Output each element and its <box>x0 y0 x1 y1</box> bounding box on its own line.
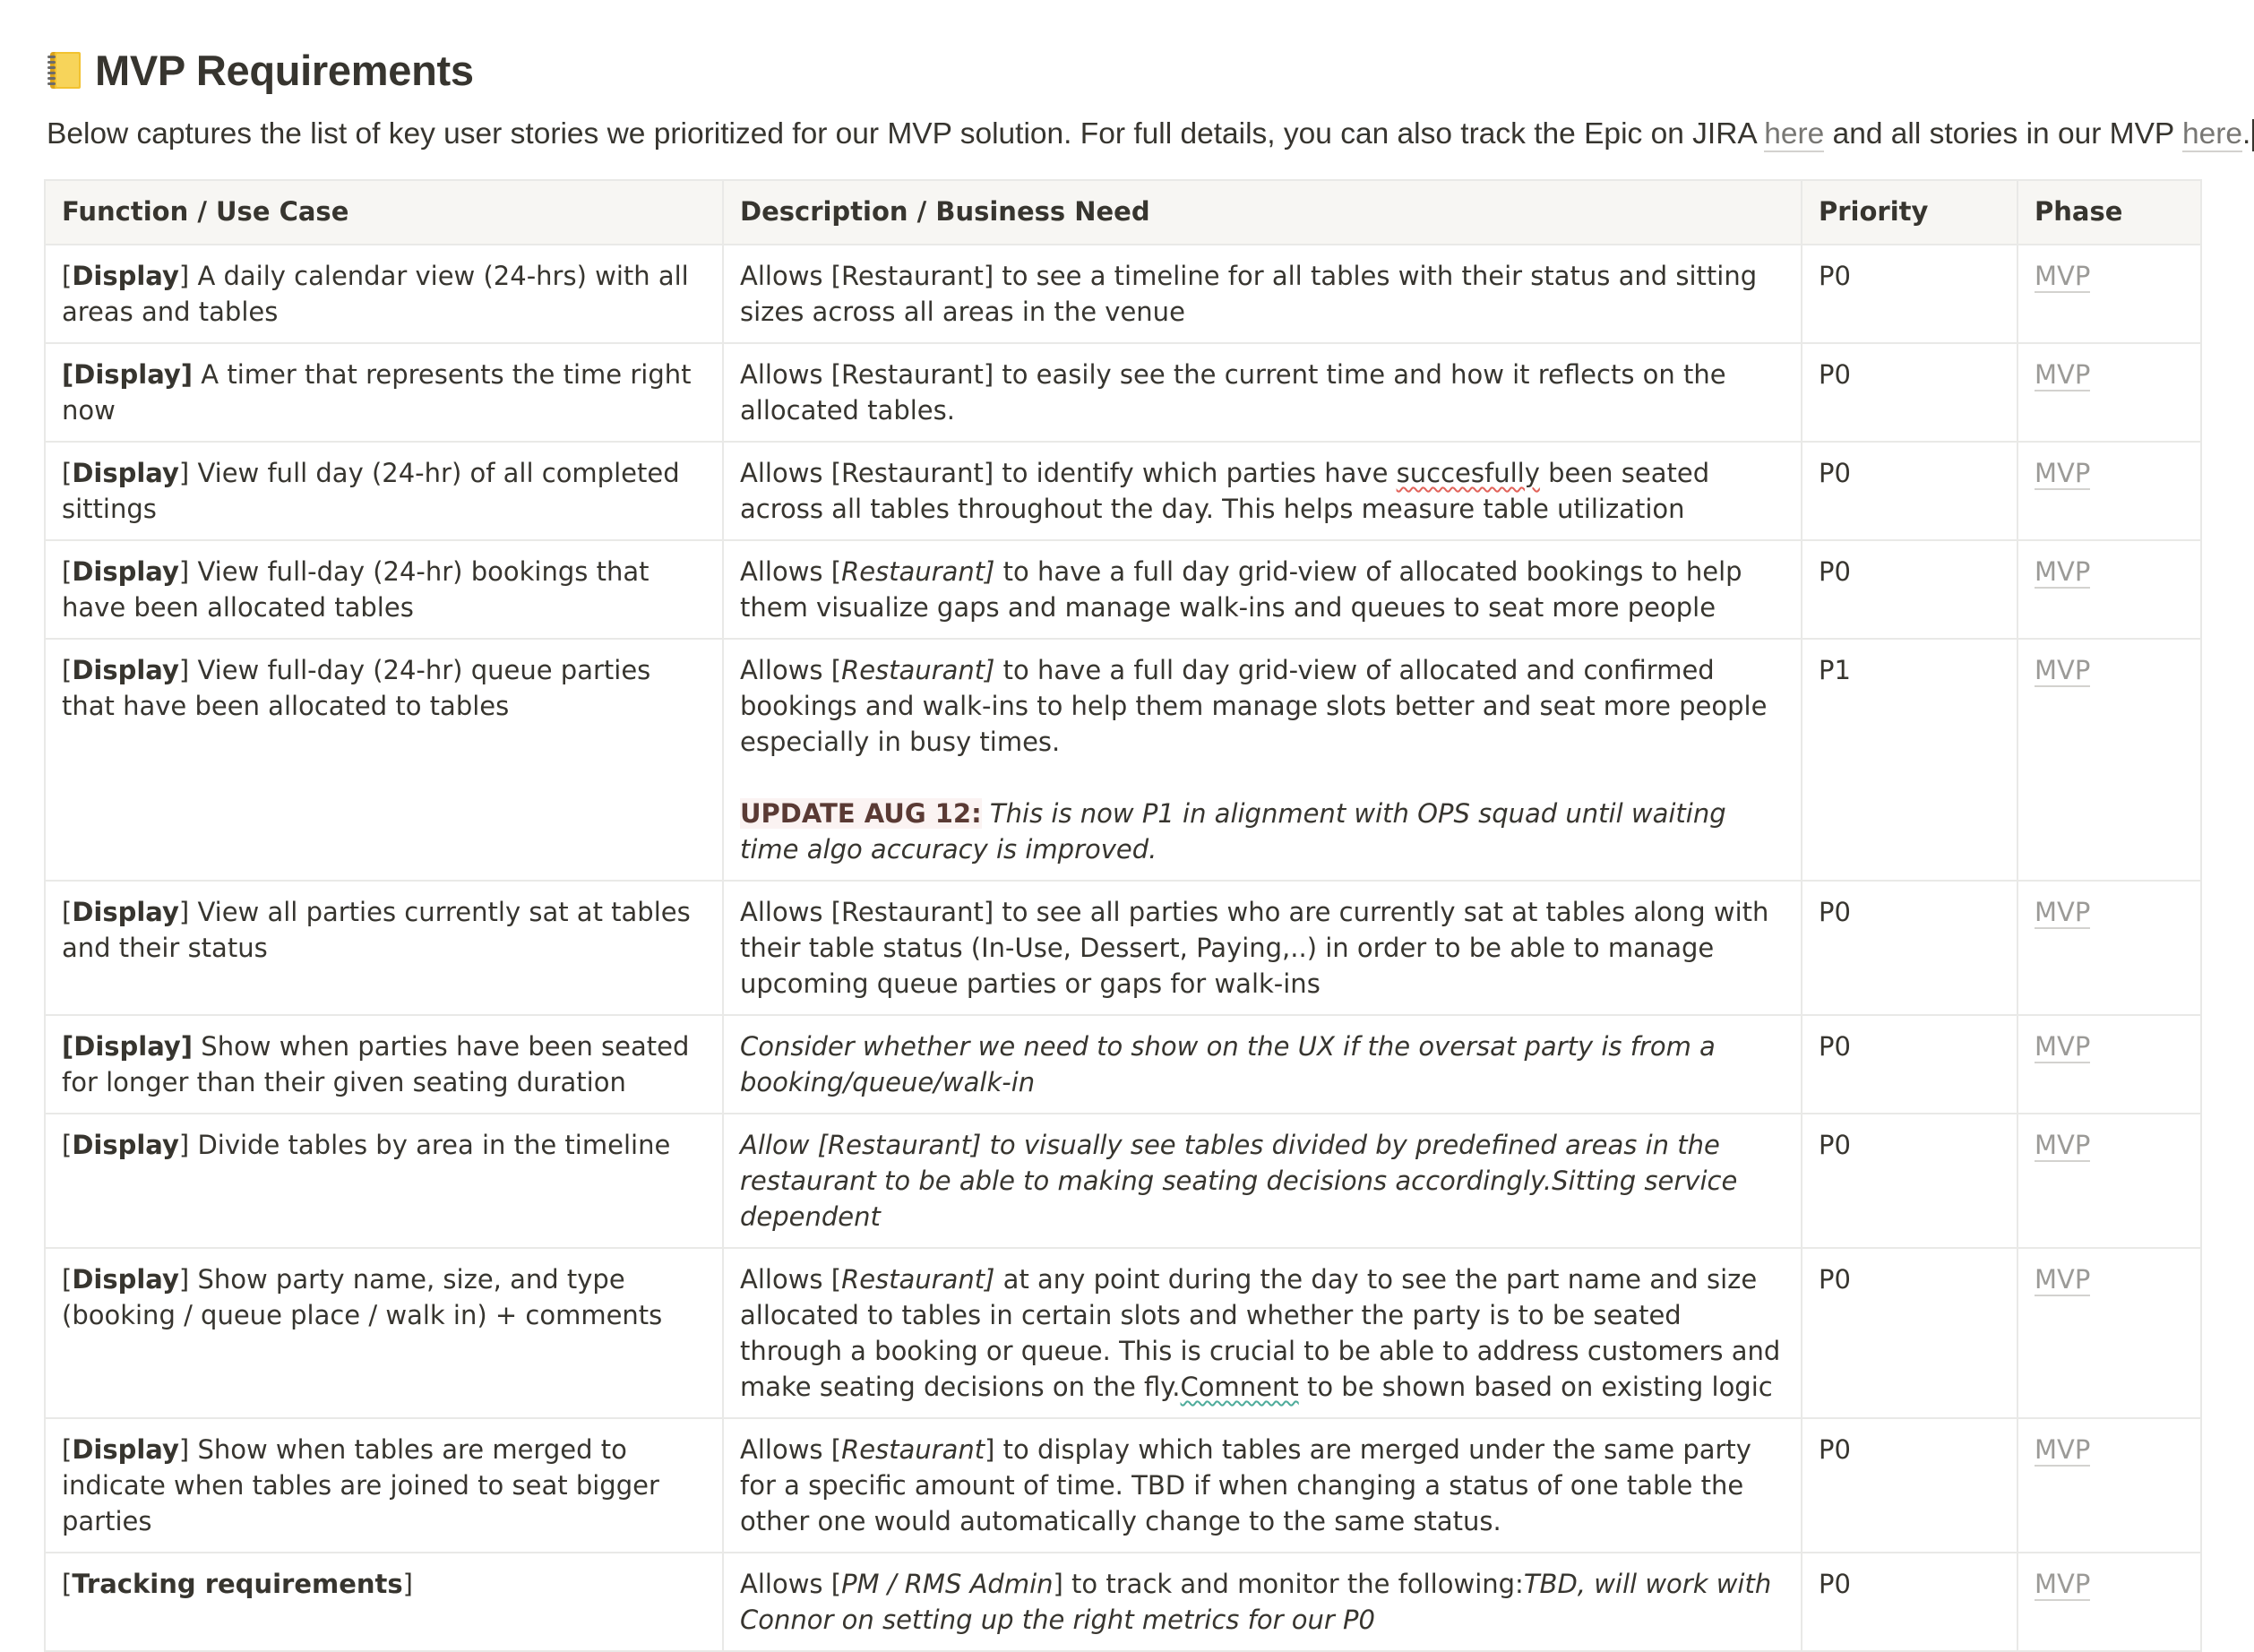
func-bracket: ] <box>178 556 198 587</box>
table-row <box>45 442 2201 540</box>
func-text: View all parties currently sat at tables and their status <box>62 897 691 963</box>
function-cell[interactable] <box>45 442 723 540</box>
table-row <box>45 1418 2201 1553</box>
desc-italic: PM / RMS Admin <box>841 1569 1054 1599</box>
func-tag: Tracking requirements <box>72 1569 403 1599</box>
function-cell[interactable] <box>45 540 723 639</box>
update-text: This is now P1 in alignment with OPS squad until waiting time algo accuracy is improved. <box>740 798 1726 865</box>
desc-italic: Restaurant] <box>841 556 995 587</box>
table-row <box>45 1248 2201 1418</box>
func-bracket: ] <box>178 1434 198 1465</box>
table-header-row <box>45 180 2201 245</box>
desc-text: Allows [ <box>740 1264 842 1295</box>
description-cell[interactable] <box>723 1553 1802 1651</box>
priority-cell[interactable]: P0 <box>1802 1248 2017 1418</box>
table-row <box>45 1114 2201 1248</box>
priority-cell[interactable]: P0 <box>1802 1418 2017 1553</box>
header-function[interactable]: Function / Use Case <box>45 180 723 245</box>
function-cell[interactable] <box>45 1418 723 1553</box>
description-cell[interactable] <box>723 1418 1802 1553</box>
function-cell[interactable] <box>45 1015 723 1114</box>
table-row <box>45 245 2201 343</box>
intro-text: Below captures the list of key user stories we prioritized for our MVP solution. For full details, you can also track the Epic on JIRA <box>47 117 1765 151</box>
desc-text: been seated across all tables throughout the day. This helps measure table utilization <box>740 458 1710 524</box>
func-bracket: [ <box>62 655 73 685</box>
update-label: UPDATE AUG 12: <box>740 798 982 829</box>
func-tag: Display <box>72 1130 179 1160</box>
description-cell[interactable] <box>723 442 1802 540</box>
phase-link[interactable]: MVP <box>2035 1264 2091 1295</box>
header-priority[interactable]: Priority <box>1802 180 2017 245</box>
desc-text: Allows [ <box>740 556 842 587</box>
func-bracket: ] <box>402 1569 413 1599</box>
priority-cell[interactable]: P0 <box>1802 881 2017 1015</box>
func-text: Show when tables are merged to indicate when tables are joined to seat bigger parties <box>62 1434 659 1536</box>
notebook-icon[interactable] <box>47 49 82 90</box>
spellcheck-word[interactable]: succesfully <box>1396 458 1540 488</box>
phase-cell[interactable] <box>2017 1418 2201 1553</box>
phase-link[interactable]: MVP <box>2035 359 2091 390</box>
jira-epic-link[interactable]: here <box>1764 117 1825 151</box>
phase-cell[interactable] <box>2017 881 2201 1015</box>
desc-italic: Restaurant] <box>841 1264 995 1295</box>
desc-text: ] to track and monitor the following: <box>1053 1569 1524 1599</box>
description-cell[interactable] <box>723 245 1802 343</box>
desc-text: to be shown based on existing logic <box>1298 1372 1773 1402</box>
desc-text: Allows [Restaurant] to see a timeline for all tables with their status and sitting sizes across all areas in the venue <box>740 261 1758 327</box>
priority-cell[interactable]: P0 <box>1802 1015 2017 1114</box>
func-bracket: ] <box>178 1130 198 1160</box>
func-tag: Display <box>72 1264 179 1295</box>
priority-cell[interactable]: P0 <box>1802 442 2017 540</box>
desc-text: Allows [Restaurant] to identify which parties have <box>740 458 1397 488</box>
phase-cell[interactable] <box>2017 639 2201 881</box>
func-text: View full-day (24-hr) queue parties that have been allocated to tables <box>62 655 651 721</box>
table-row <box>45 1553 2201 1651</box>
desc-text: Allows [Restaurant] to easily see the current time and how it reflects on the allocated tables. <box>740 359 1726 426</box>
func-tag: Display <box>72 556 179 587</box>
table-row <box>45 1015 2201 1114</box>
header-phase[interactable]: Phase <box>2017 180 2201 245</box>
phase-cell[interactable] <box>2017 1114 2201 1248</box>
desc-italic: TBD, will work with Connor on setting up the right metrics for our P0 <box>740 1569 1772 1635</box>
func-bracket: [ <box>62 1264 73 1295</box>
phase-cell[interactable] <box>2017 245 2201 343</box>
func-tag: [Display] <box>62 359 194 390</box>
priority-cell[interactable]: P0 <box>1802 343 2017 442</box>
desc-italic: Consider whether we need to show on the UX if the oversat party is from a booking/queue/walk-in <box>740 1031 1716 1097</box>
desc-text: Allows [Restaurant] to see all parties who are currently sat at tables along with their table status (In-Use, Dessert, Paying,..) in order to be able to manage upcoming queue parties or gaps for walk-ins <box>740 897 1769 999</box>
func-bracket: ] <box>178 1264 198 1295</box>
phase-cell[interactable] <box>2017 1015 2201 1114</box>
func-bracket: ] <box>178 261 198 291</box>
page-title-text: MVP Requirements <box>95 46 474 94</box>
func-text: A timer that represents the time right now <box>62 359 692 426</box>
function-cell[interactable] <box>45 1553 723 1651</box>
func-tag: Display <box>72 458 179 488</box>
desc-text: Allows [ <box>740 1569 842 1599</box>
description-cell[interactable] <box>723 639 1802 881</box>
description-cell[interactable] <box>723 1114 1802 1248</box>
func-bracket: [ <box>62 1434 73 1465</box>
func-tag: Display <box>72 1434 179 1465</box>
phase-cell[interactable] <box>2017 540 2201 639</box>
intro-middle-text: and all stories in our MVP <box>1824 117 2182 151</box>
priority-cell[interactable]: P1 <box>1802 639 2017 881</box>
phase-link[interactable]: MVP <box>2035 458 2091 488</box>
func-bracket: [ <box>62 1569 73 1599</box>
phase-link[interactable]: MVP <box>2035 1130 2091 1160</box>
phase-link[interactable]: MVP <box>2035 897 2091 927</box>
desc-text: to have a full day grid-view of allocated and confirmed bookings and walk-ins to help them manage slots better and seat more people especially in busy times. <box>740 655 1768 757</box>
description-cell[interactable] <box>723 343 1802 442</box>
func-tag: Display <box>72 655 179 685</box>
desc-text: Allows [ <box>740 1434 842 1465</box>
func-bracket: ] <box>178 458 198 488</box>
func-bracket <box>193 1031 201 1062</box>
table-row <box>45 639 2201 881</box>
priority-cell[interactable]: P0 <box>1802 245 2017 343</box>
phase-cell[interactable] <box>2017 1248 2201 1418</box>
priority-cell[interactable]: P0 <box>1802 1553 2017 1651</box>
func-text: View full day (24-hr) of all completed sittings <box>62 458 680 524</box>
description-cell[interactable] <box>723 1248 1802 1418</box>
priority-cell[interactable]: P0 <box>1802 1114 2017 1248</box>
desc-text: at any point during the day to see the part name and size allocated to tables in certain slots and whether the party is to be seated through a booking or queue. This is crucial to be able to address customers and make seating decisions on the fly. <box>740 1264 1781 1402</box>
desc-text: Allows [ <box>740 655 842 685</box>
requirements-table <box>44 179 2202 1652</box>
header-description[interactable]: Description / Business Need <box>723 180 1802 245</box>
phase-link[interactable]: MVP <box>2035 655 2091 685</box>
intro-end-text: . <box>2242 117 2251 151</box>
func-bracket: [ <box>62 897 73 927</box>
func-text: Show party name, size, and type (booking / queue place / walk in) + comments <box>62 1264 663 1330</box>
priority-cell[interactable]: P0 <box>1802 540 2017 639</box>
table-row <box>45 881 2201 1015</box>
func-bracket: ] <box>178 655 198 685</box>
phase-link[interactable]: MVP <box>2035 261 2091 291</box>
phase-link[interactable]: MVP <box>2035 1569 2091 1599</box>
intro-paragraph[interactable] <box>47 112 2254 157</box>
phase-cell[interactable] <box>2017 1553 2201 1651</box>
desc-italic: Restaurant <box>841 1434 985 1465</box>
function-cell[interactable] <box>45 343 723 442</box>
page-title[interactable] <box>47 41 474 99</box>
function-cell[interactable] <box>45 881 723 1015</box>
func-text: View full-day (24-hr) bookings that have been allocated tables <box>62 556 650 623</box>
function-cell[interactable] <box>45 1114 723 1248</box>
function-cell[interactable] <box>45 1248 723 1418</box>
desc-italic: Allow [Restaurant] to visually see tables divided by predefined areas in the restaurant to be able to making seating decisions accordingly.Sitting service dependent <box>740 1130 1738 1232</box>
desc-text: ] to display which tables are merged under the same party for a specific amount of time. TBD if when changing a status of one table the other one would automatically change to the same status. <box>740 1434 1751 1536</box>
desc-italic: Restaurant] <box>841 655 995 685</box>
func-tag: Display <box>72 261 179 291</box>
grammar-check-word[interactable]: Comnent <box>1180 1372 1299 1402</box>
mvp-stories-link[interactable]: here <box>2181 117 2243 151</box>
blank-line <box>740 760 1785 796</box>
func-text: Divide tables by area in the timeline <box>197 1130 671 1160</box>
func-bracket: [ <box>62 556 73 587</box>
func-tag: Display <box>72 897 179 927</box>
desc-text: to have a full day grid-view of allocated bookings to help them visualize gaps and manage walk-ins and queues to seat more people <box>740 556 1742 623</box>
func-bracket <box>193 359 201 390</box>
func-bracket: [ <box>62 1130 73 1160</box>
phase-cell[interactable] <box>2017 442 2201 540</box>
description-cell[interactable] <box>723 881 1802 1015</box>
func-tag: [Display] <box>62 1031 194 1062</box>
phase-link[interactable]: MVP <box>2035 1434 2091 1465</box>
description-cell[interactable] <box>723 540 1802 639</box>
func-text: A daily calendar view (24-hrs) with all areas and tables <box>62 261 689 327</box>
description-cell[interactable] <box>723 1015 1802 1114</box>
phase-cell[interactable] <box>2017 343 2201 442</box>
func-bracket: [ <box>62 458 73 488</box>
func-text: Show when parties have been seated for longer than their given seating duration <box>62 1031 690 1097</box>
func-bracket: ] <box>178 897 198 927</box>
table-row <box>45 343 2201 442</box>
function-cell[interactable] <box>45 245 723 343</box>
table-row <box>45 540 2201 639</box>
phase-link[interactable]: MVP <box>2035 556 2091 587</box>
func-bracket: [ <box>62 261 73 291</box>
phase-link[interactable]: MVP <box>2035 1031 2091 1062</box>
function-cell[interactable] <box>45 639 723 881</box>
